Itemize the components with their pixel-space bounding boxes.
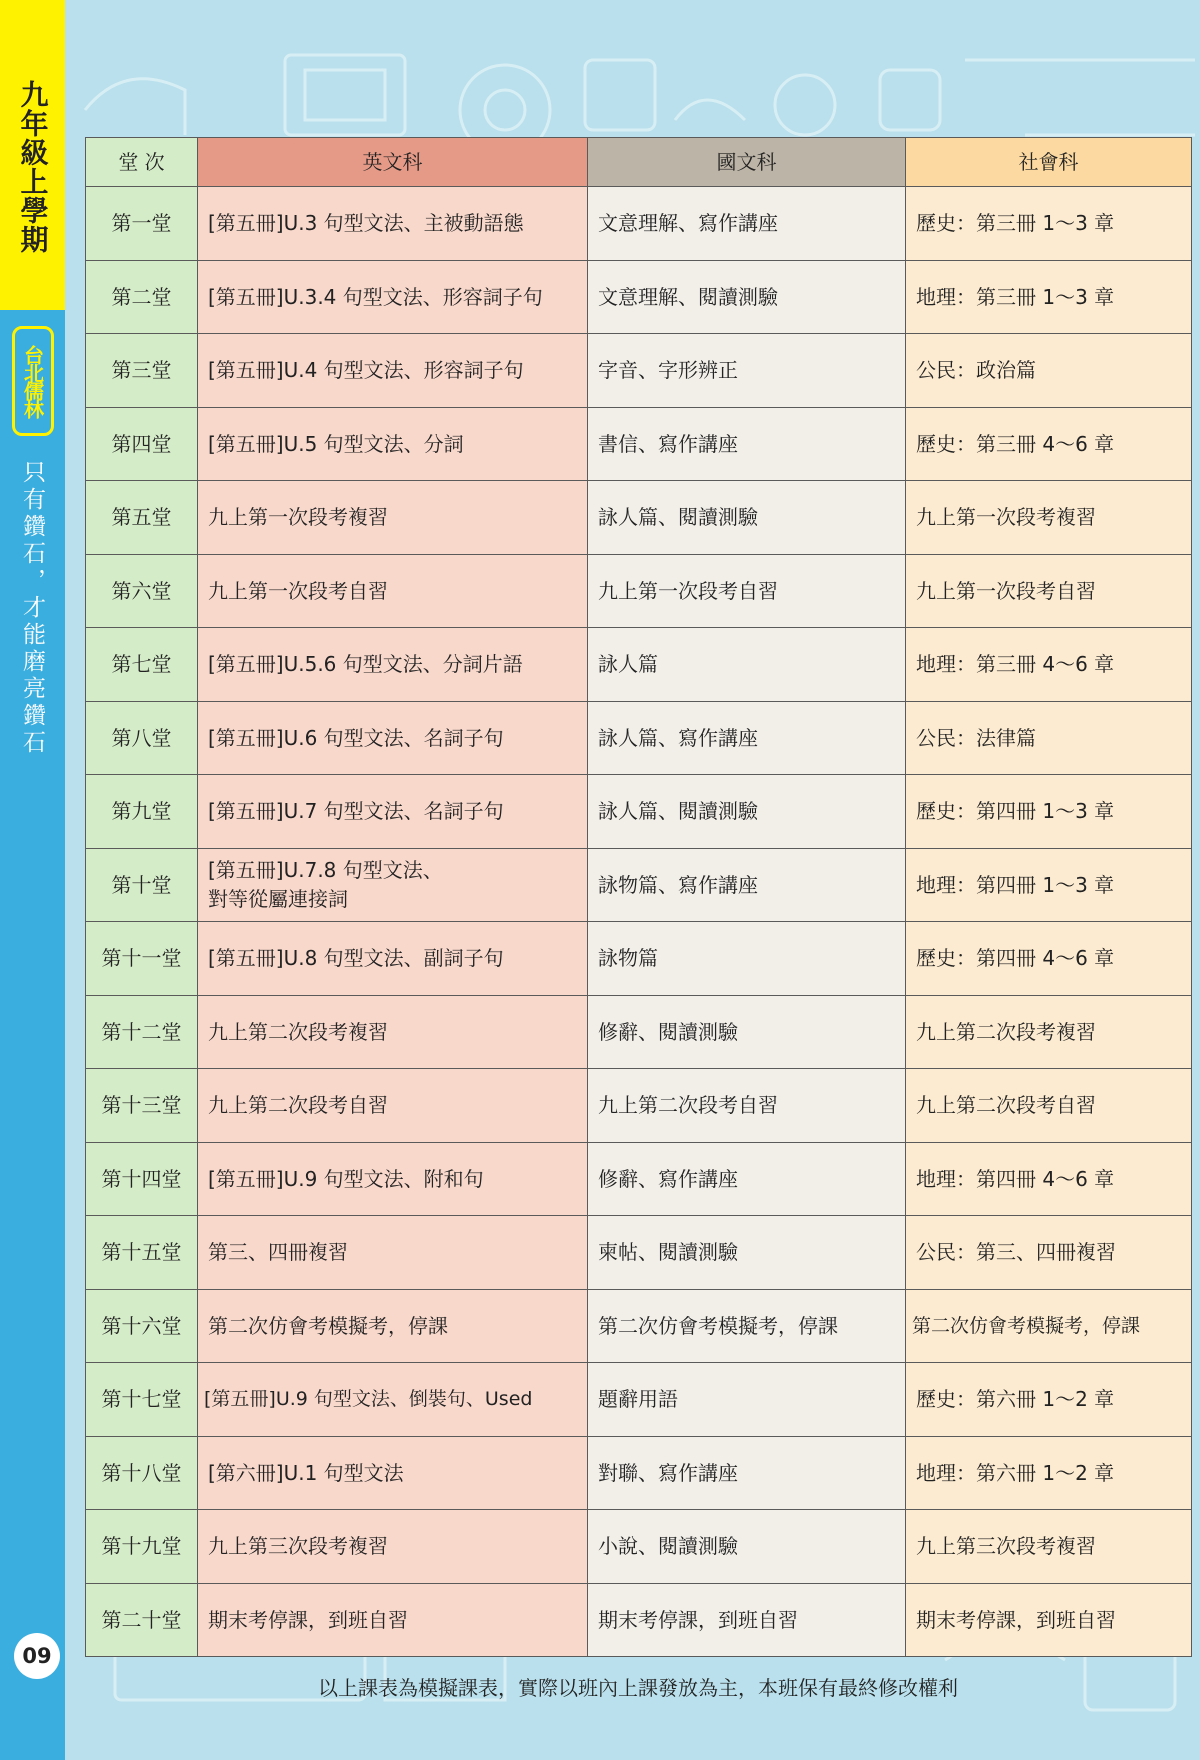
social-cell: 九上第三次段考複習: [906, 1510, 1192, 1584]
english-cell: [第五冊]U.3.4 句型文法、形容詞子句: [198, 260, 588, 334]
lesson-cell: 第七堂: [86, 628, 198, 702]
english-cell: [第五冊]U.4 句型文法、形容詞子句: [198, 334, 588, 408]
slogan: 只有鑽石，才能磨亮鑽石: [19, 460, 45, 757]
english-cell: [第五冊]U.5 句型文法、分詞: [198, 407, 588, 481]
course-schedule-table: [85, 137, 1192, 1657]
page-number: 09: [14, 1633, 60, 1679]
table-row: [86, 1216, 1192, 1290]
header-chinese: 國文科: [588, 138, 906, 187]
social-cell: 歷史：第三冊 4～6 章: [906, 407, 1192, 481]
english-cell: [198, 848, 588, 922]
lesson-cell: 第九堂: [86, 775, 198, 849]
brand-logo-text: 台北儒林: [20, 345, 45, 417]
table-row: [86, 1142, 1192, 1216]
chinese-cell: 九上第一次段考自習: [588, 554, 906, 628]
lesson-cell: 第三堂: [86, 334, 198, 408]
table-row: [86, 701, 1192, 775]
english-cell: 期末考停課，到班自習: [198, 1583, 588, 1657]
sidebar: [0, 0, 65, 1760]
social-cell: 公民：第三、四冊複習: [906, 1216, 1192, 1290]
english-cell: [第五冊]U.3 句型文法、主被動語態: [198, 187, 588, 261]
chinese-cell: 期末考停課，到班自習: [588, 1583, 906, 1657]
lesson-cell: 第十七堂: [86, 1363, 198, 1437]
social-cell: 九上第一次段考自習: [906, 554, 1192, 628]
lesson-cell: 第二堂: [86, 260, 198, 334]
lesson-cell: 第十堂: [86, 848, 198, 922]
table-row: [86, 187, 1192, 261]
english-cell: [第六冊]U.1 句型文法: [198, 1436, 588, 1510]
social-cell: 地理：第六冊 1～2 章: [906, 1436, 1192, 1510]
table-row: [86, 1583, 1192, 1657]
social-cell: 地理：第三冊 1～3 章: [906, 260, 1192, 334]
english-cell: [第五冊]U.7 句型文法、名詞子句: [198, 775, 588, 849]
schedule-disclaimer: 以上課表為模擬課表，實際以班內上課發放為主，本班保有最終修改權利: [318, 1676, 958, 1700]
lesson-cell: 第十二堂: [86, 995, 198, 1069]
chinese-cell: 詠人篇、閱讀測驗: [588, 775, 906, 849]
header-english: 英文科: [198, 138, 588, 187]
english-cell: 九上第二次段考自習: [198, 1069, 588, 1143]
english-cell: [第五冊]U.8 句型文法、副詞子句: [198, 922, 588, 996]
lesson-cell: 第十一堂: [86, 922, 198, 996]
header-social: 社會科: [906, 138, 1192, 187]
social-cell: 九上第二次段考自習: [906, 1069, 1192, 1143]
social-cell: 歷史：第三冊 1～3 章: [906, 187, 1192, 261]
chinese-cell: 詠人篇、閱讀測驗: [588, 481, 906, 555]
chinese-cell: 詠物篇: [588, 922, 906, 996]
english-cell: [第五冊]U.6 句型文法、名詞子句: [198, 701, 588, 775]
social-cell: 地理：第四冊 4～6 章: [906, 1142, 1192, 1216]
chinese-cell: 修辭、寫作講座: [588, 1142, 906, 1216]
lesson-cell: 第六堂: [86, 554, 198, 628]
chinese-cell: 題辭用語: [588, 1363, 906, 1437]
lesson-cell: 第十三堂: [86, 1069, 198, 1143]
english-cell: 第三、四冊複習: [198, 1216, 588, 1290]
lesson-cell: 第十九堂: [86, 1510, 198, 1584]
social-cell: 公民：法律篇: [906, 701, 1192, 775]
english-cell-line: 對等從屬連接詞: [208, 886, 348, 911]
table-row: [86, 334, 1192, 408]
english-cell: 九上第一次段考複習: [198, 481, 588, 555]
social-cell: 九上第二次段考複習: [906, 995, 1192, 1069]
table-row: [86, 554, 1192, 628]
table-row: [86, 481, 1192, 555]
social-cell: 九上第一次段考複習: [906, 481, 1192, 555]
chinese-cell: 柬帖、閱讀測驗: [588, 1216, 906, 1290]
lesson-cell: 第一堂: [86, 187, 198, 261]
lesson-cell: 第二十堂: [86, 1583, 198, 1657]
chinese-cell: 小說、閱讀測驗: [588, 1510, 906, 1584]
english-cell: [第五冊]U.5.6 句型文法、分詞片語: [198, 628, 588, 702]
chinese-cell: 文意理解、閱讀測驗: [588, 260, 906, 334]
english-cell-line: [第五冊]U.7.8 句型文法、: [208, 857, 443, 882]
social-cell: 地理：第四冊 1～3 章: [906, 848, 1192, 922]
chinese-cell: 書信、寫作講座: [588, 407, 906, 481]
chinese-cell: 文意理解、寫作講座: [588, 187, 906, 261]
social-cell: 歷史：第四冊 4～6 章: [906, 922, 1192, 996]
chinese-cell: 詠人篇、寫作講座: [588, 701, 906, 775]
table-row: [86, 995, 1192, 1069]
lesson-cell: 第十六堂: [86, 1289, 198, 1363]
table-row: [86, 1289, 1192, 1363]
chinese-cell: 詠物篇、寫作講座: [588, 848, 906, 922]
table-row: [86, 848, 1192, 922]
chinese-cell: 九上第二次段考自習: [588, 1069, 906, 1143]
lesson-cell: 第五堂: [86, 481, 198, 555]
lesson-cell: 第十五堂: [86, 1216, 198, 1290]
table-row: [86, 1436, 1192, 1510]
lesson-cell: 第十八堂: [86, 1436, 198, 1510]
english-cell: 九上第三次段考複習: [198, 1510, 588, 1584]
lesson-cell: 第八堂: [86, 701, 198, 775]
chinese-cell: 對聯、寫作講座: [588, 1436, 906, 1510]
english-cell: 第二次仿會考模擬考，停課: [198, 1289, 588, 1363]
table-header-row: [86, 138, 1192, 187]
table-row: [86, 1510, 1192, 1584]
table-row: [86, 260, 1192, 334]
table-row: [86, 407, 1192, 481]
social-cell: 歷史：第六冊 1～2 章: [906, 1363, 1192, 1437]
brand-logo: [12, 326, 54, 436]
english-cell: [第五冊]U.9 句型文法、倒裝句、Used: [198, 1363, 588, 1437]
chinese-cell: 字音、字形辨正: [588, 334, 906, 408]
english-cell: [第五冊]U.9 句型文法、附和句: [198, 1142, 588, 1216]
social-cell: 公民：政治篇: [906, 334, 1192, 408]
chinese-cell: 第二次仿會考模擬考，停課: [588, 1289, 906, 1363]
table-row: [86, 1363, 1192, 1437]
lesson-cell: 第十四堂: [86, 1142, 198, 1216]
table-row: [86, 922, 1192, 996]
social-cell: 期末考停課，到班自習: [906, 1583, 1192, 1657]
header-lesson: 堂 次: [86, 138, 198, 187]
lesson-cell: 第四堂: [86, 407, 198, 481]
table-row: [86, 775, 1192, 849]
english-cell: 九上第一次段考自習: [198, 554, 588, 628]
table-row: [86, 628, 1192, 702]
english-cell: 九上第二次段考複習: [198, 995, 588, 1069]
chinese-cell: 詠人篇: [588, 628, 906, 702]
semester-title: 九年級上學期: [16, 80, 50, 254]
chinese-cell: 修辭、閱讀測驗: [588, 995, 906, 1069]
table-row: [86, 1069, 1192, 1143]
social-cell: 地理：第三冊 4～6 章: [906, 628, 1192, 702]
social-cell: 歷史：第四冊 1～3 章: [906, 775, 1192, 849]
social-cell: 第二次仿會考模擬考，停課: [906, 1289, 1192, 1363]
